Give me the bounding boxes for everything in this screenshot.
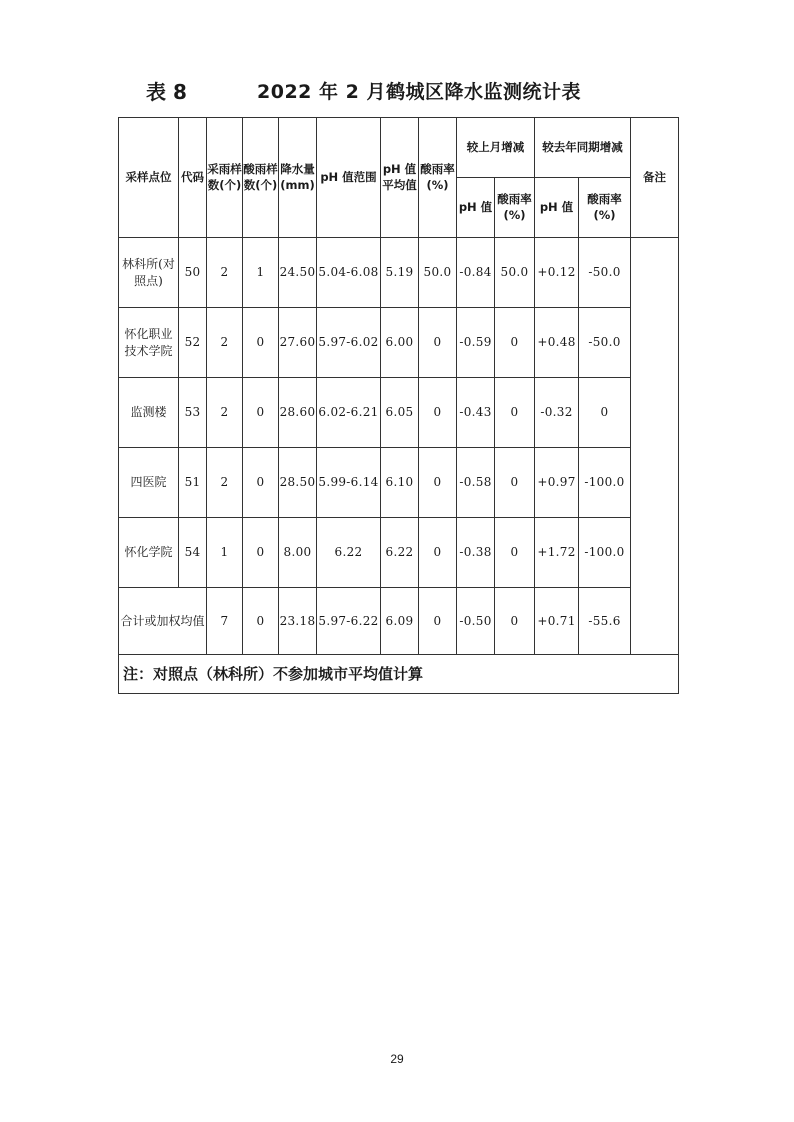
cell-rainfall: 23.18 [279,588,317,655]
cell-year-acid-rate: -100.0 [579,448,631,518]
cell-ph-range: 5.99-6.14 [317,448,381,518]
cell-month-acid-rate: 50.0 [495,238,535,308]
cell-site: 林科所(对照点) [119,238,179,308]
cell-acid-rate: 0 [419,448,457,518]
cell-ph-range: 5.97-6.22 [317,588,381,655]
cell-ph-average: 6.22 [381,518,419,588]
cell-acid-samples: 0 [243,448,279,518]
cell-rainfall: 27.60 [279,308,317,378]
header-acid-rate: 酸雨率(%) [419,118,457,238]
cell-acid-rate: 0 [419,588,457,655]
cell-samples: 2 [207,308,243,378]
cell-month-ph: -0.43 [457,378,495,448]
cell-year-acid-rate: -100.0 [579,518,631,588]
header-remarks: 备注 [631,118,679,238]
header-rainfall: 降水量(mm) [279,118,317,238]
cell-year-acid-rate: 0 [579,378,631,448]
cell-year-ph: +0.97 [535,448,579,518]
cell-year-ph: -0.32 [535,378,579,448]
cell-code: 50 [179,238,207,308]
cell-site: 四医院 [119,448,179,518]
cell-site: 监测楼 [119,378,179,448]
table-row [119,378,679,448]
table-note: 注：对照点（林科所）不参加城市平均值计算 [119,655,679,694]
cell-year-ph: +0.48 [535,308,579,378]
header-vs-last-year: 较去年同期增减 [535,118,631,178]
cell-year-ph: +0.71 [535,588,579,655]
table-number: 表 8 [146,80,187,104]
cell-code: 53 [179,378,207,448]
cell-ph-range: 5.04-6.08 [317,238,381,308]
table-row [119,238,679,308]
cell-month-ph: -0.38 [457,518,495,588]
cell-site: 怀化职业技术学院 [119,308,179,378]
cell-acid-rate: 0 [419,518,457,588]
cell-samples: 2 [207,378,243,448]
subheader-month-ph: pH 值 [457,178,495,238]
subheader-year-ph: pH 值 [535,178,579,238]
cell-year-acid-rate: -50.0 [579,238,631,308]
table-row [119,518,679,588]
cell-code: 52 [179,308,207,378]
cell-month-acid-rate: 0 [495,448,535,518]
cell-year-acid-rate: -50.0 [579,308,631,378]
cell-ph-average: 6.09 [381,588,419,655]
cell-month-ph: -0.59 [457,308,495,378]
cell-acid-samples: 0 [243,308,279,378]
note-row [119,655,679,694]
header-ph-average: pH 值平均值 [381,118,419,238]
header-samples: 采雨样数(个) [207,118,243,238]
subheader-year-acid-rate: 酸雨率(%) [579,178,631,238]
cell-month-acid-rate: 0 [495,518,535,588]
table-row [119,448,679,518]
cell-samples: 2 [207,448,243,518]
cell-acid-samples: 0 [243,588,279,655]
cell-acid-rate: 50.0 [419,238,457,308]
cell-ph-range: 6.02-6.21 [317,378,381,448]
cell-rainfall: 28.50 [279,448,317,518]
cell-rainfall: 8.00 [279,518,317,588]
precipitation-table [118,117,679,694]
cell-rainfall: 28.60 [279,378,317,448]
cell-month-acid-rate: 0 [495,308,535,378]
cell-year-ph: +0.12 [535,238,579,308]
cell-ph-average: 6.10 [381,448,419,518]
cell-ph-range: 6.22 [317,518,381,588]
cell-samples: 1 [207,518,243,588]
cell-ph-range: 5.97-6.02 [317,308,381,378]
cell-remarks [631,238,679,655]
cell-month-acid-rate: 0 [495,588,535,655]
cell-month-ph: -0.58 [457,448,495,518]
cell-total-label: 合计或加权均值 [119,588,207,655]
cell-month-acid-rate: 0 [495,378,535,448]
cell-month-ph: -0.50 [457,588,495,655]
cell-site: 怀化学院 [119,518,179,588]
cell-acid-rate: 0 [419,378,457,448]
cell-ph-average: 6.05 [381,378,419,448]
cell-acid-rate: 0 [419,308,457,378]
header-ph-range: pH 值范围 [317,118,381,238]
page-number: 29 [390,1052,404,1066]
header-site: 采样点位 [119,118,179,238]
header-vs-last-month: 较上月增减 [457,118,535,178]
cell-acid-samples: 1 [243,238,279,308]
cell-code: 54 [179,518,207,588]
subheader-month-acid-rate: 酸雨率(%) [495,178,535,238]
cell-acid-samples: 0 [243,378,279,448]
title-row [0,76,794,108]
cell-month-ph: -0.84 [457,238,495,308]
header-acid-samples: 酸雨样数(个) [243,118,279,238]
cell-year-acid-rate: -55.6 [579,588,631,655]
cell-code: 51 [179,448,207,518]
cell-rainfall: 24.50 [279,238,317,308]
cell-samples: 2 [207,238,243,308]
total-row [119,588,679,655]
cell-year-ph: +1.72 [535,518,579,588]
header-code: 代码 [179,118,207,238]
cell-acid-samples: 0 [243,518,279,588]
cell-samples: 7 [207,588,243,655]
cell-ph-average: 6.00 [381,308,419,378]
cell-ph-average: 5.19 [381,238,419,308]
table-title: 2022 年 2 月鹤城区降水监测统计表 [257,81,581,103]
table-row [119,308,679,378]
